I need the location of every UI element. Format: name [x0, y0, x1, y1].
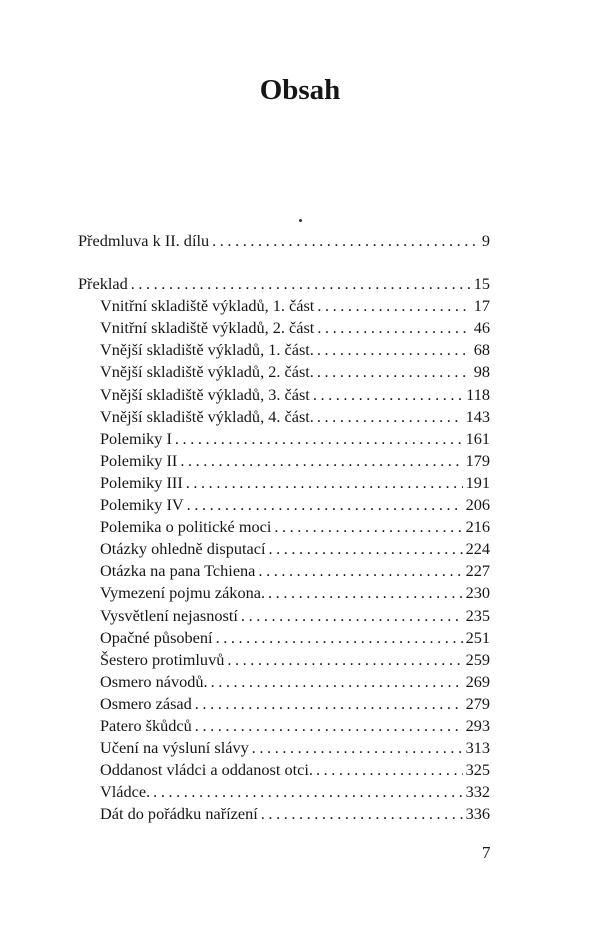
toc-entry	[78, 671, 490, 693]
toc-entry-page: 230	[465, 583, 490, 603]
dot-leader	[317, 317, 470, 339]
dot-leader	[153, 781, 462, 803]
toc-entry-page: 98	[473, 362, 490, 382]
toc-entry-page: 279	[465, 693, 490, 713]
toc-entry-page: 259	[465, 649, 490, 669]
toc-entry-page: 224	[465, 539, 490, 559]
toc-entry-page: 336	[465, 804, 490, 824]
toc-entry	[78, 715, 490, 737]
dot-leader	[186, 472, 463, 494]
toc-entry-title: Opačné působení	[100, 627, 213, 647]
toc-entry-title: Osmero zásad	[100, 693, 192, 713]
toc-entry-title: Vládce.	[100, 782, 151, 802]
toc-entry-page: 46	[473, 318, 490, 338]
toc-entry-title: Osmero návodů.	[100, 671, 208, 691]
toc-entry	[78, 384, 490, 406]
dot-leader	[241, 605, 463, 627]
toc-entry-title: Polemiky IV	[100, 495, 184, 515]
toc-entry-page: 227	[465, 561, 490, 581]
toc-entry-title: Vnitřní skladiště výkladů, 1. část	[100, 296, 315, 316]
toc-entry-title: Otázky ohledně disputací	[100, 539, 266, 559]
toc-entry-page: 325	[465, 760, 490, 780]
toc-entry-page: 235	[465, 605, 490, 625]
toc-entry-title: Vymezení pojmu zákona.	[100, 583, 266, 603]
toc-entry	[78, 627, 490, 649]
dot-leader	[317, 295, 470, 317]
toc-entry	[78, 803, 490, 825]
toc-entry	[78, 649, 490, 671]
toc-entry-title: Překlad	[78, 274, 128, 294]
toc-entry	[78, 406, 490, 428]
page-number: 7	[482, 843, 491, 862]
toc-entry-title: Vysvětlení nejasností	[100, 605, 238, 625]
toc-entry	[78, 361, 490, 383]
dot-leader	[317, 361, 471, 383]
toc-entry	[78, 428, 490, 450]
dot-leader	[274, 516, 462, 538]
toc-entry	[78, 494, 490, 516]
toc-entry-title: Vnější skladiště výkladů, 2. část.	[100, 362, 314, 382]
toc-entry-title: Vnější skladiště výkladů, 3. část	[100, 384, 310, 404]
dot-leader	[258, 560, 462, 582]
toc-entry	[78, 737, 490, 759]
toc-entry	[78, 560, 490, 582]
dot-leader	[195, 693, 463, 715]
scan-speck	[299, 219, 302, 222]
dot-leader	[313, 384, 463, 406]
dot-leader	[131, 273, 471, 295]
toc-entry-title: Polemika o politické moci	[100, 517, 272, 537]
toc-entry-title: Předmluva k II. dílu	[78, 231, 210, 250]
toc-entry-title: Otázka na pana Tchiena	[100, 561, 256, 581]
toc-entry-page: 15	[473, 274, 490, 294]
toc-entry-title: Vnější skladiště výkladů, 1. část.	[100, 340, 314, 360]
dot-leader	[175, 428, 463, 450]
toc-entry-page: 216	[465, 517, 490, 537]
toc-entry-page: 269	[465, 671, 490, 691]
toc-entry-title: Patero škůdců	[100, 715, 192, 735]
table-of-contents	[78, 230, 490, 825]
toc-entry-title: Učení na výsluní slávy	[100, 738, 249, 758]
toc-entry-page: 332	[465, 782, 490, 802]
toc-entry-page: 143	[465, 406, 490, 426]
dot-leader	[211, 671, 463, 693]
toc-entry-page: 118	[466, 384, 490, 404]
toc-entry	[78, 605, 490, 627]
toc-entry-page: 9	[481, 231, 490, 250]
toc-entry	[78, 273, 490, 295]
toc-entry	[78, 781, 490, 803]
toc-entry-page: 68	[473, 340, 490, 360]
toc-entry-title: Polemiky I	[100, 428, 172, 448]
toc-entry	[78, 516, 490, 538]
dot-leader	[316, 759, 463, 781]
toc-entry-page: 17	[473, 296, 490, 316]
toc-entry-title: Oddanost vládci a oddanost otci.	[100, 760, 313, 780]
toc-entry	[78, 582, 490, 604]
toc-entry	[78, 693, 490, 715]
toc-entry-title: Polemiky III	[100, 472, 183, 492]
toc-entry	[78, 339, 490, 361]
toc-entry	[78, 317, 490, 339]
toc-entry-page: 293	[465, 715, 490, 735]
toc-entry-page: 161	[465, 428, 490, 448]
page-title: Obsah	[259, 74, 341, 106]
toc-entry	[78, 450, 490, 472]
toc-entry-page: 179	[465, 450, 490, 470]
dot-leader	[180, 450, 462, 472]
toc-entry-page: 191	[465, 472, 490, 492]
toc-entry-title: Vnitřní skladiště výkladů, 2. část	[100, 318, 315, 338]
toc-entry-page: 313	[465, 738, 490, 758]
toc-entry	[78, 295, 490, 317]
toc-entry-title: Vnější skladiště výkladů, 4. část.	[100, 406, 314, 426]
dot-leader	[195, 715, 463, 737]
toc-entry	[78, 538, 490, 560]
dot-leader	[261, 803, 463, 825]
dot-leader	[187, 494, 463, 516]
dot-leader	[317, 339, 471, 361]
toc-entry-page: 251	[465, 627, 490, 647]
dot-leader	[227, 649, 462, 671]
toc-entry	[78, 230, 490, 252]
toc-entry-title: Dát do pořádku nařízení	[100, 804, 258, 824]
toc-entry-page: 206	[465, 495, 490, 515]
toc-entry	[78, 759, 490, 781]
dot-leader	[268, 582, 463, 604]
toc-entry-title: Polemiky II	[100, 450, 178, 470]
dot-leader	[317, 406, 463, 428]
dot-leader	[252, 737, 463, 759]
dot-leader	[268, 538, 462, 560]
dot-leader	[212, 230, 479, 252]
dot-leader	[216, 627, 463, 649]
toc-entry-title: Šestero protimluvů	[100, 649, 225, 669]
toc-entry	[78, 472, 490, 494]
